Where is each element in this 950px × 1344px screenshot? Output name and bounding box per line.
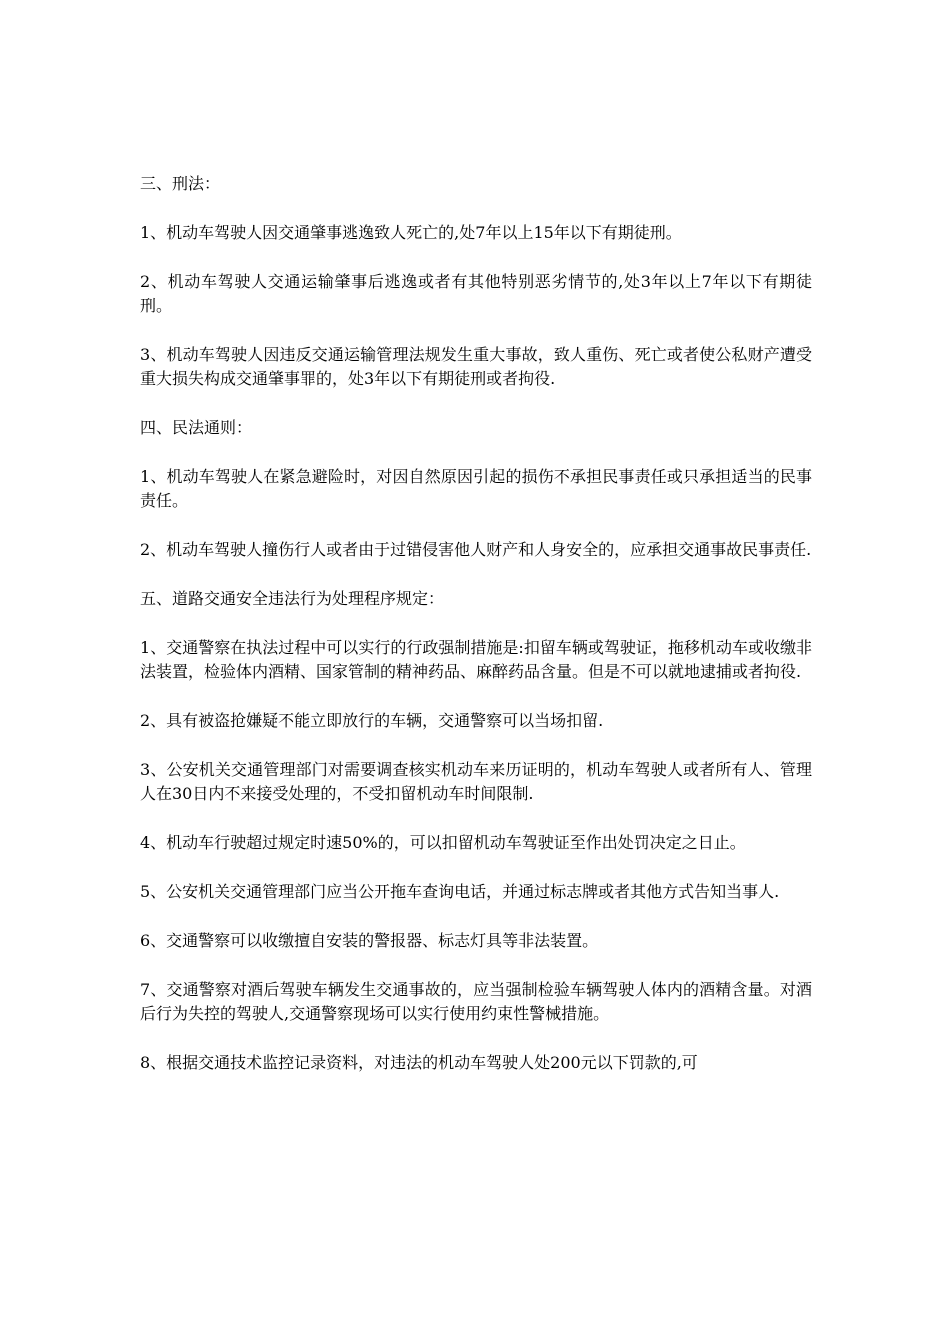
section-heading-procedure-rules: 五、道路交通安全违法行为处理程序规定：	[140, 589, 445, 608]
paragraph: 2、机动车驾驶人撞伤行人或者由于过错侵害他人财产和人身安全的，应承担交通事故民事责任.	[140, 540, 812, 559]
paragraph: 2、机动车驾驶人交通运输肇事后逃逸或者有其他特别恶劣情节的,处3年以上7年以下有期徒刑。	[140, 272, 812, 315]
paragraph: 7、交通警察对酒后驾驶车辆发生交通事故的，应当强制检验车辆驾驶人体内的酒精含量。对酒后行为失控的驾驶人,交通警察现场可以实行使用约束性警械措施。	[140, 980, 812, 1023]
section-heading-civil-law: 四、民法通则：	[140, 418, 253, 437]
paragraph: 1、机动车驾驶人因交通肇事逃逸致人死亡的,处7年以上15年以下有期徒刑。	[140, 223, 682, 242]
paragraph: 5、公安机关交通管理部门应当公开拖车查询电话，并通过标志牌或者其他方式告知当事人.	[140, 882, 780, 901]
paragraph: 3、公安机关交通管理部门对需要调查核实机动车来历证明的，机动车驾驶人或者所有人、管理人在30日内不来接受处理的，不受扣留机动车时间限制.	[140, 760, 812, 803]
document-body	[140, 172, 812, 1100]
paragraph: 1、交通警察在执法过程中可以实行的行政强制措施是:扣留车辆或驾驶证，拖移机动车或收缴非法装置，检验体内酒精、国家管制的精神药品、麻醉药品含量。但是不可以就地逮捕或者拘役.	[140, 638, 812, 681]
paragraph: 1、机动车驾驶人在紧急避险时，对因自然原因引起的损伤不承担民事责任或只承担适当的民事责任。	[140, 467, 812, 510]
paragraph: 8、根据交通技术监控记录资料，对违法的机动车驾驶人处200元以下罚款的,可	[140, 1053, 698, 1072]
section-heading-criminal-law: 三、刑法：	[140, 174, 221, 193]
paragraph: 3、机动车驾驶人因违反交通运输管理法规发生重大事故，致人重伤、死亡或者使公私财产遭受重大损失构成交通肇事罪的，处3年以下有期徒刑或者拘役.	[140, 345, 812, 388]
paragraph: 6、交通警察可以收缴擅自安装的警报器、标志灯具等非法装置。	[140, 931, 599, 950]
paragraph: 4、机动车行驶超过规定时速50%的，可以扣留机动车驾驶证至作出处罚决定之日止。	[140, 833, 746, 852]
paragraph: 2、具有被盗抢嫌疑不能立即放行的车辆，交通警察可以当场扣留.	[140, 711, 604, 730]
